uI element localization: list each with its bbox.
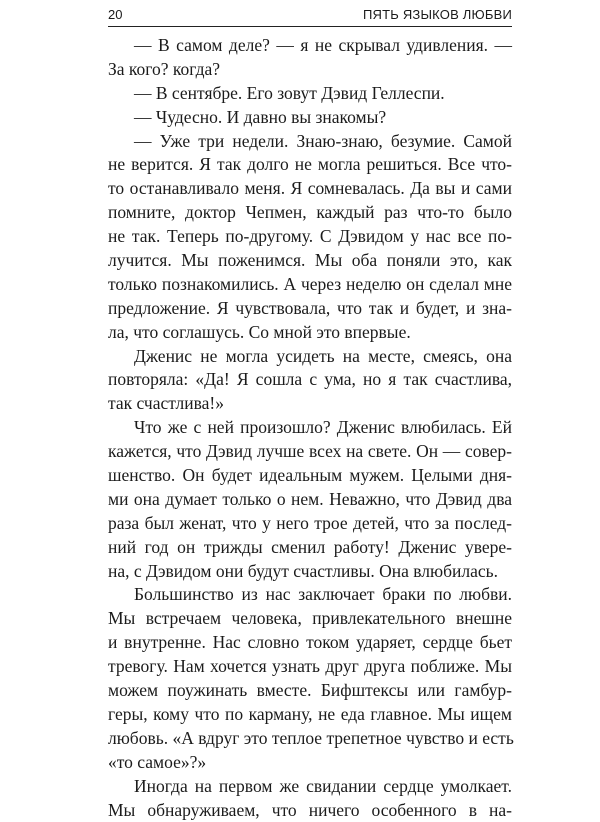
text-line: не верится. Я так долго не могла решиться. Все что- — [108, 153, 512, 177]
text-line: Мы встречаем человека, привлекательного внешне — [108, 607, 512, 631]
text-line: предложение. Я чувствовала, что так и будет, и зна- — [108, 297, 512, 321]
text-line: Что же с ней произошло? Дженис влюбилась. Ей — [108, 416, 512, 440]
text-line: тревогу. Нам хочется узнать друг друга поближе. Мы — [108, 655, 512, 679]
text-line: геры, кому что по карману, не еда главное. Мы ищем — [108, 703, 512, 727]
text-line: помните, доктор Чепмен, каждый раз что-то было — [108, 201, 512, 225]
text-line: ний год он трижды сменил работу! Дженис увере- — [108, 536, 512, 560]
text-line: — Уже три недели. Знаю-знаю, безумие. Самой — [108, 130, 512, 154]
text-line: ла, что соглашусь. Со мной это впервые. — [108, 321, 512, 345]
text-line: кажется, что Дэвид лучше всех на свете. Он — совер- — [108, 440, 512, 464]
text-line: повторяла: «Да! Я сошла с ума, но я так счастлива, — [108, 368, 512, 392]
body-text — [108, 34, 512, 822]
text-line: не так. Теперь по-другому. С Дэвидом у нас все по- — [108, 225, 512, 249]
text-line: «то самое»?» — [108, 751, 512, 775]
text-line: так счастлива!» — [108, 392, 512, 416]
text-line: только познакомились. А через неделю он сделал мне — [108, 273, 512, 297]
text-line: — Чудесно. И давно вы знакомы? — [108, 106, 512, 130]
text-line: За кого? когда? — [108, 58, 512, 82]
text-line: шенство. Он будет идеальным мужем. Целыми дня- — [108, 464, 512, 488]
text-line: и внутренне. Нас словно током ударяет, сердце бьет — [108, 631, 512, 655]
text-line: раза был женат, что у него трое детей, что за послед- — [108, 512, 512, 536]
text-line: — В сентябре. Его зовут Дэвид Геллеспи. — [108, 82, 512, 106]
text-line: Большинство из нас заключает браки по любви. — [108, 583, 512, 607]
text-line: Иногда на первом же свидании сердце умолкает. — [108, 775, 512, 799]
page-header — [108, 4, 512, 26]
text-line: любовь. «А вдруг это теплое трепетное чувство и есть — [108, 727, 512, 751]
text-line: лучится. Мы поженимся. Мы оба поняли это, как — [108, 249, 512, 273]
page-number: 20 — [108, 4, 122, 26]
text-line: Мы обнаруживаем, что ничего особенного в на- — [108, 799, 512, 822]
text-line: можем поужинать вместе. Бифштексы или гамбур- — [108, 679, 512, 703]
text-line: то останавливало меня. Я сомневалась. Да вы и сами — [108, 177, 512, 201]
text-line: — В самом деле? — я не скрывал удивления. — — [108, 34, 512, 58]
header-rule — [108, 26, 512, 27]
text-line: Дженис не могла усидеть на месте, смеясь, она — [108, 345, 512, 369]
text-line: ми она думает только о нем. Неважно, что Дэвид два — [108, 488, 512, 512]
text-line: на, с Дэвидом они будут счастливы. Она влюбилась. — [108, 560, 512, 584]
running-title: ПЯТЬ ЯЗЫКОВ ЛЮБВИ — [363, 4, 512, 26]
